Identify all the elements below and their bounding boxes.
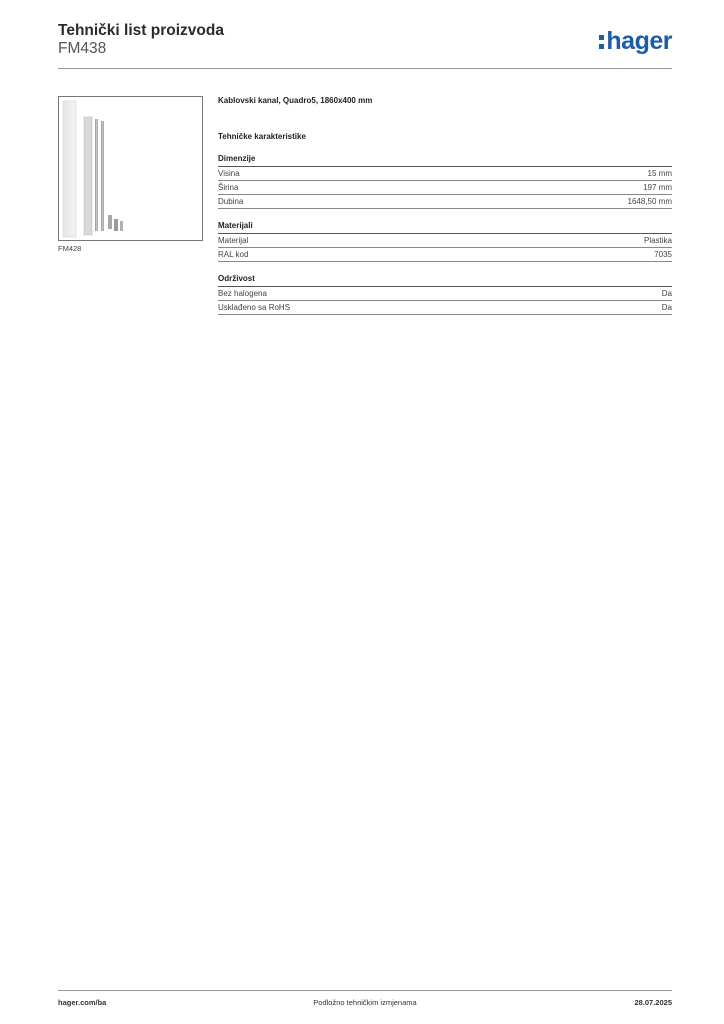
hager-logo: [599, 27, 672, 56]
spec-label: RAL kod: [218, 250, 249, 259]
spec-label: Dubina: [218, 197, 244, 206]
footer-divider: [58, 990, 672, 991]
logo-colon-icon: [599, 33, 604, 51]
group-title: Održivost: [218, 274, 672, 287]
spec-row: [218, 248, 672, 262]
spec-row: [218, 301, 672, 315]
spec-group-materijali: [218, 221, 672, 262]
spec-value: Plastika: [643, 236, 672, 245]
spec-label: Materijal: [218, 236, 249, 245]
spec-row: [218, 181, 672, 195]
document-title: Tehnički list proizvoda: [58, 22, 224, 39]
footer-website: hager.com/ba: [58, 998, 107, 1007]
spec-row: [218, 167, 672, 181]
spec-label: Širina: [218, 183, 239, 192]
footer-date: 28.07.2025: [634, 998, 672, 1007]
section-heading: Tehničke karakteristike: [218, 132, 306, 141]
group-title: Dimenzije: [218, 154, 672, 167]
group-title: Materijali: [218, 221, 672, 234]
product-image-frame: [58, 96, 203, 241]
spec-row: [218, 234, 672, 248]
spec-label: Usklađeno sa RoHS: [218, 303, 291, 312]
product-code: FM438: [58, 40, 107, 57]
product-name: Kablovski kanal, Quadro5, 1860x400 mm: [218, 96, 373, 105]
spec-value: 15 mm: [647, 169, 672, 178]
spec-row: [218, 287, 672, 301]
spec-value: 7035: [654, 250, 672, 259]
logo-text: hager: [606, 27, 672, 55]
spec-group-dimenzije: [218, 154, 672, 209]
header-divider: [58, 68, 672, 69]
spec-row: [218, 195, 672, 209]
footer-notice: Podložno tehničkim izmjenama: [313, 998, 417, 1007]
spec-group-odrzivost: [218, 274, 672, 315]
page-header: [58, 22, 224, 58]
image-caption: FM428: [58, 244, 82, 253]
spec-value: 197 mm: [643, 183, 672, 192]
spec-value: Da: [661, 289, 672, 298]
spec-content: [218, 96, 672, 315]
spec-value: 1648,50 mm: [627, 197, 672, 206]
product-image: [59, 97, 202, 240]
spec-value: Da: [661, 303, 672, 312]
spec-label: Visina: [218, 169, 240, 178]
spec-label: Bez halogena: [218, 289, 267, 298]
